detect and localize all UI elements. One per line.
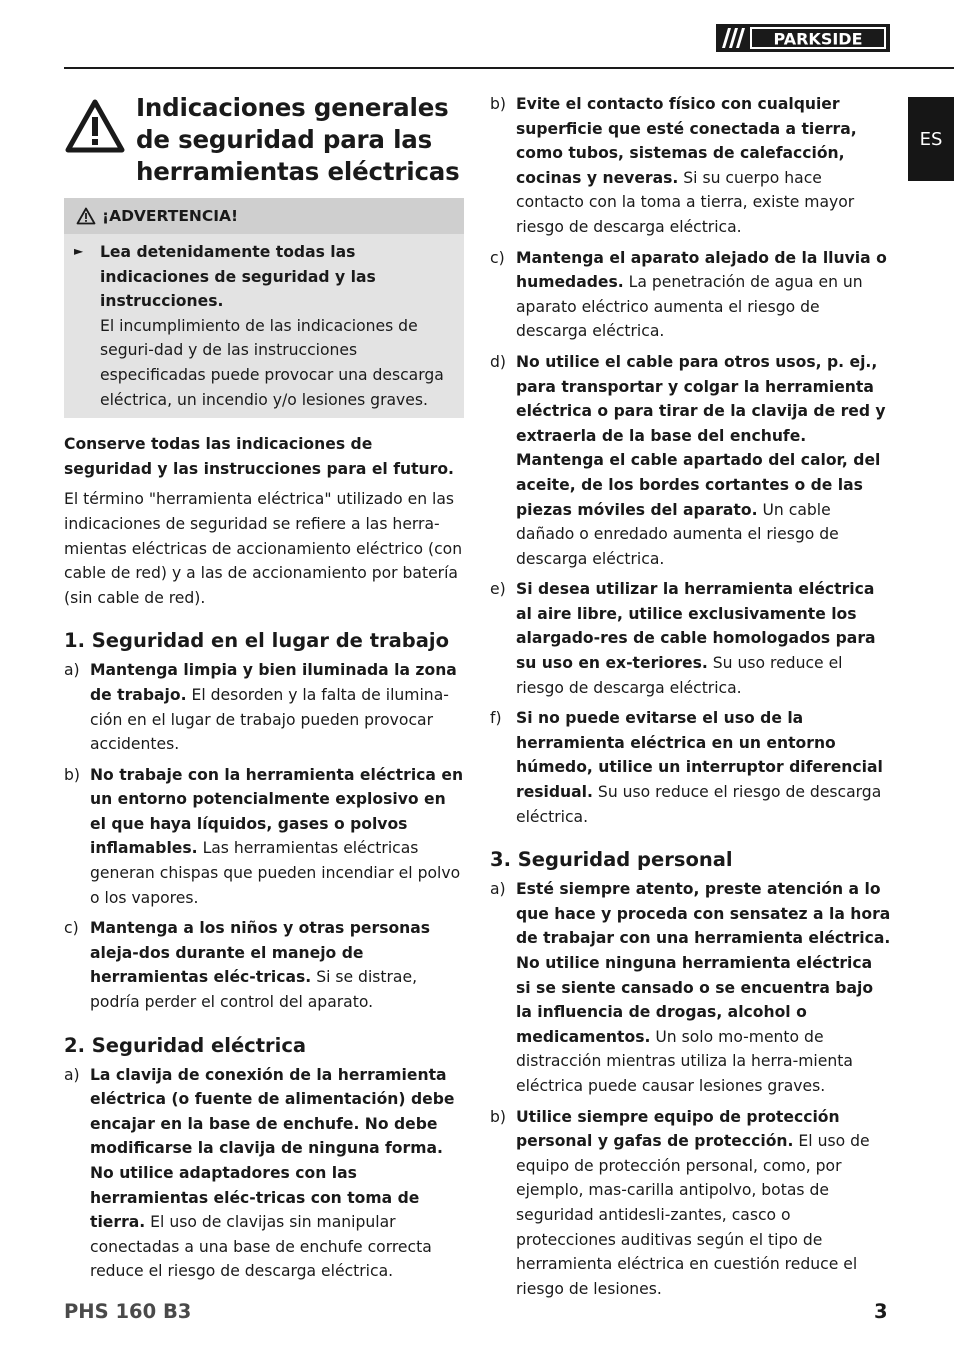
item-text: El uso de clavijas sin manipular conectadas a una base de enchufe correcta reduce el riesgo de descarga eléctrica. bbox=[90, 1213, 432, 1281]
list-marker: c) bbox=[490, 248, 505, 267]
item-text: Si su cuerpo hace contacto con la toma a tierra, existe mayor riesgo de descarga eléctrica. bbox=[516, 168, 855, 236]
list-item bbox=[64, 1063, 464, 1284]
section-title: Indicaciones generales de seguridad para las herramientas eléctricas bbox=[136, 93, 460, 186]
list-marker: a) bbox=[64, 661, 80, 680]
page-number: 3 bbox=[874, 1300, 888, 1323]
item-text: Su uso reduce el riesgo de descarga eléctrica. bbox=[516, 654, 843, 697]
intro-text: El término "herramienta eléctrica" utilizado en las indicaciones de seguridad se refiere a las herra-mientas eléctricas de accionamiento eléctrico (con cable de red) y a las de accionamiento por batería (sin cable de red). bbox=[64, 490, 463, 607]
warning-small-icon bbox=[76, 207, 96, 225]
item-bold: Mantenga limpia y bien iluminada la zona de trabajo. bbox=[90, 661, 457, 704]
item-bold: Si desea utilizar la herramienta eléctrica al aire libre, utilice exclusivamente los alargado-res de cable homologados para su uso en ex-teriores. bbox=[516, 580, 876, 673]
list-item bbox=[490, 577, 892, 700]
list-item bbox=[490, 706, 892, 829]
list-item bbox=[64, 763, 464, 911]
list-marker: b) bbox=[490, 95, 506, 113]
warning-header bbox=[64, 198, 464, 234]
item-bold: Si no puede evitarse el uso de la herramienta eléctrica en un entorno húmedo, utilice un interruptor diferencial residual. bbox=[516, 709, 883, 802]
intro-bold: Conserve todas las indicaciones de seguridad y las instrucciones para el futuro. bbox=[64, 435, 454, 478]
item-text: Las herramientas eléctricas generan chispas que pueden incendiar el polvo o los vapores. bbox=[90, 839, 461, 907]
item-bold: Evite el contacto físico con cualquier superficie que esté conectada a tierra, como tubos, sistemas de calefacción, cocinas y neveras. bbox=[516, 95, 857, 187]
list-marker: c) bbox=[64, 919, 79, 938]
section-heading-3: 3. Seguridad personal bbox=[490, 848, 733, 872]
list-marker: a) bbox=[490, 880, 506, 899]
list-marker: b) bbox=[64, 765, 80, 784]
item-bold: Mantenga a los niños y otras personas aleja-dos durante el manejo de herramientas eléc-tricas. bbox=[90, 919, 431, 987]
warning-box bbox=[64, 198, 464, 418]
list-marker: e) bbox=[490, 580, 506, 599]
section-title-block bbox=[64, 92, 464, 188]
triangle-bullet-icon: ► bbox=[74, 244, 84, 258]
warning-label: ¡ADVERTENCIA! bbox=[102, 207, 239, 225]
list-marker: a) bbox=[64, 1065, 80, 1084]
item-bold: Esté siempre atento, preste atención a lo que hace y proceda con sensatez a la hora de trabajar con una herramienta eléctrica. No utilice ninguna herramienta eléctrica si se siente cansado o se encuentra bajo la influencia de drogas, alcohol o medicamentos. bbox=[516, 880, 891, 1046]
item-text: Un solo mo-mento de distracción mientras utiliza la herra-mienta eléctrica puede causar lesiones graves. bbox=[516, 1027, 853, 1095]
warning-triangle-icon bbox=[64, 98, 126, 154]
list-marker: b) bbox=[490, 1107, 506, 1126]
item-text: Su uso reduce el riesgo de descarga eléctrica. bbox=[516, 783, 882, 826]
section-heading-2: 2. Seguridad eléctrica bbox=[64, 1033, 307, 1057]
list-item bbox=[490, 350, 892, 571]
list-item bbox=[490, 1105, 892, 1302]
item-bold: Utilice siempre equipo de protección personal y gafas de protección. bbox=[516, 1107, 840, 1151]
item-text: El desorden y la falta de ilumina-ción en el lugar de trabajo pueden provocar accidentes. bbox=[90, 685, 449, 754]
item-bold: La clavija de conexión de la herramienta eléctrica (o fuente de alimentación) debe encajar en la base de enchufe. No debe modificarse la clavija de ninguna forma. No utilice adaptadores con las herramientas eléc-tricas con toma de tierra. bbox=[90, 1065, 455, 1232]
list-marker: f) bbox=[490, 709, 502, 728]
item-text: La penetración de agua en un aparato eléctrico aumenta el riesgo de descarga eléctrica. bbox=[516, 273, 863, 341]
item-bold: No trabaje con la herramienta eléctrica en un entorno potencialmente explosivo en el que haya líquidos, gases o polvos inflamables. bbox=[90, 765, 464, 858]
list-item bbox=[64, 658, 464, 756]
list-item bbox=[64, 916, 464, 1014]
item-text: Un cable dañado o enredado aumenta el riesgo de descarga eléctrica. bbox=[516, 500, 839, 568]
warning-body bbox=[64, 234, 464, 418]
warning-bold-text: Lea detenidamente todas las indicaciones de seguridad y las instrucciones. bbox=[100, 243, 376, 311]
brand-name: PARKSIDE bbox=[773, 29, 863, 49]
list-item bbox=[490, 246, 892, 344]
item-text: Si se distrae, podría perder el control del aparato. bbox=[90, 968, 418, 1012]
item-bold: No utilice el cable para otros usos, p. ej., para transportar y colgar la herramienta eléctrica o para tirar de la clavija de red y extraerla de la base del enchufe. Mantenga el cable apartado del calor, del aceite, de los bordes cortantes o de las piezas móviles del aparato. bbox=[516, 352, 886, 519]
language-tab: ES bbox=[908, 97, 954, 181]
left-column bbox=[64, 92, 464, 1290]
right-column bbox=[490, 92, 892, 1307]
item-text: El uso de equipo de protección personal, como, por ejemplo, mas-carilla antipolvo, botas de seguridad antidesli-zantes, casco o protecciones auditivas según el tipo de herramienta eléctrica en cuestión reduce el riesgo de lesiones. bbox=[516, 1132, 870, 1298]
list-marker: d) bbox=[490, 352, 506, 371]
top-rule bbox=[64, 67, 954, 69]
section-heading-1: 1. Seguridad en el lugar de trabajo bbox=[64, 629, 449, 653]
footer-model: PHS 160 B3 bbox=[64, 1300, 192, 1323]
parkside-logo bbox=[716, 24, 890, 52]
warning-text: El incumplimiento de las indicaciones de seguri-dad y de las instrucciones especificadas puede provocar una descarga eléctrica, un incendio y/o lesiones graves. bbox=[100, 316, 444, 409]
list-item bbox=[490, 877, 892, 1098]
item-bold: Mantenga el aparato alejado de la lluvia o humedades. bbox=[516, 248, 887, 292]
list-item bbox=[490, 92, 892, 240]
